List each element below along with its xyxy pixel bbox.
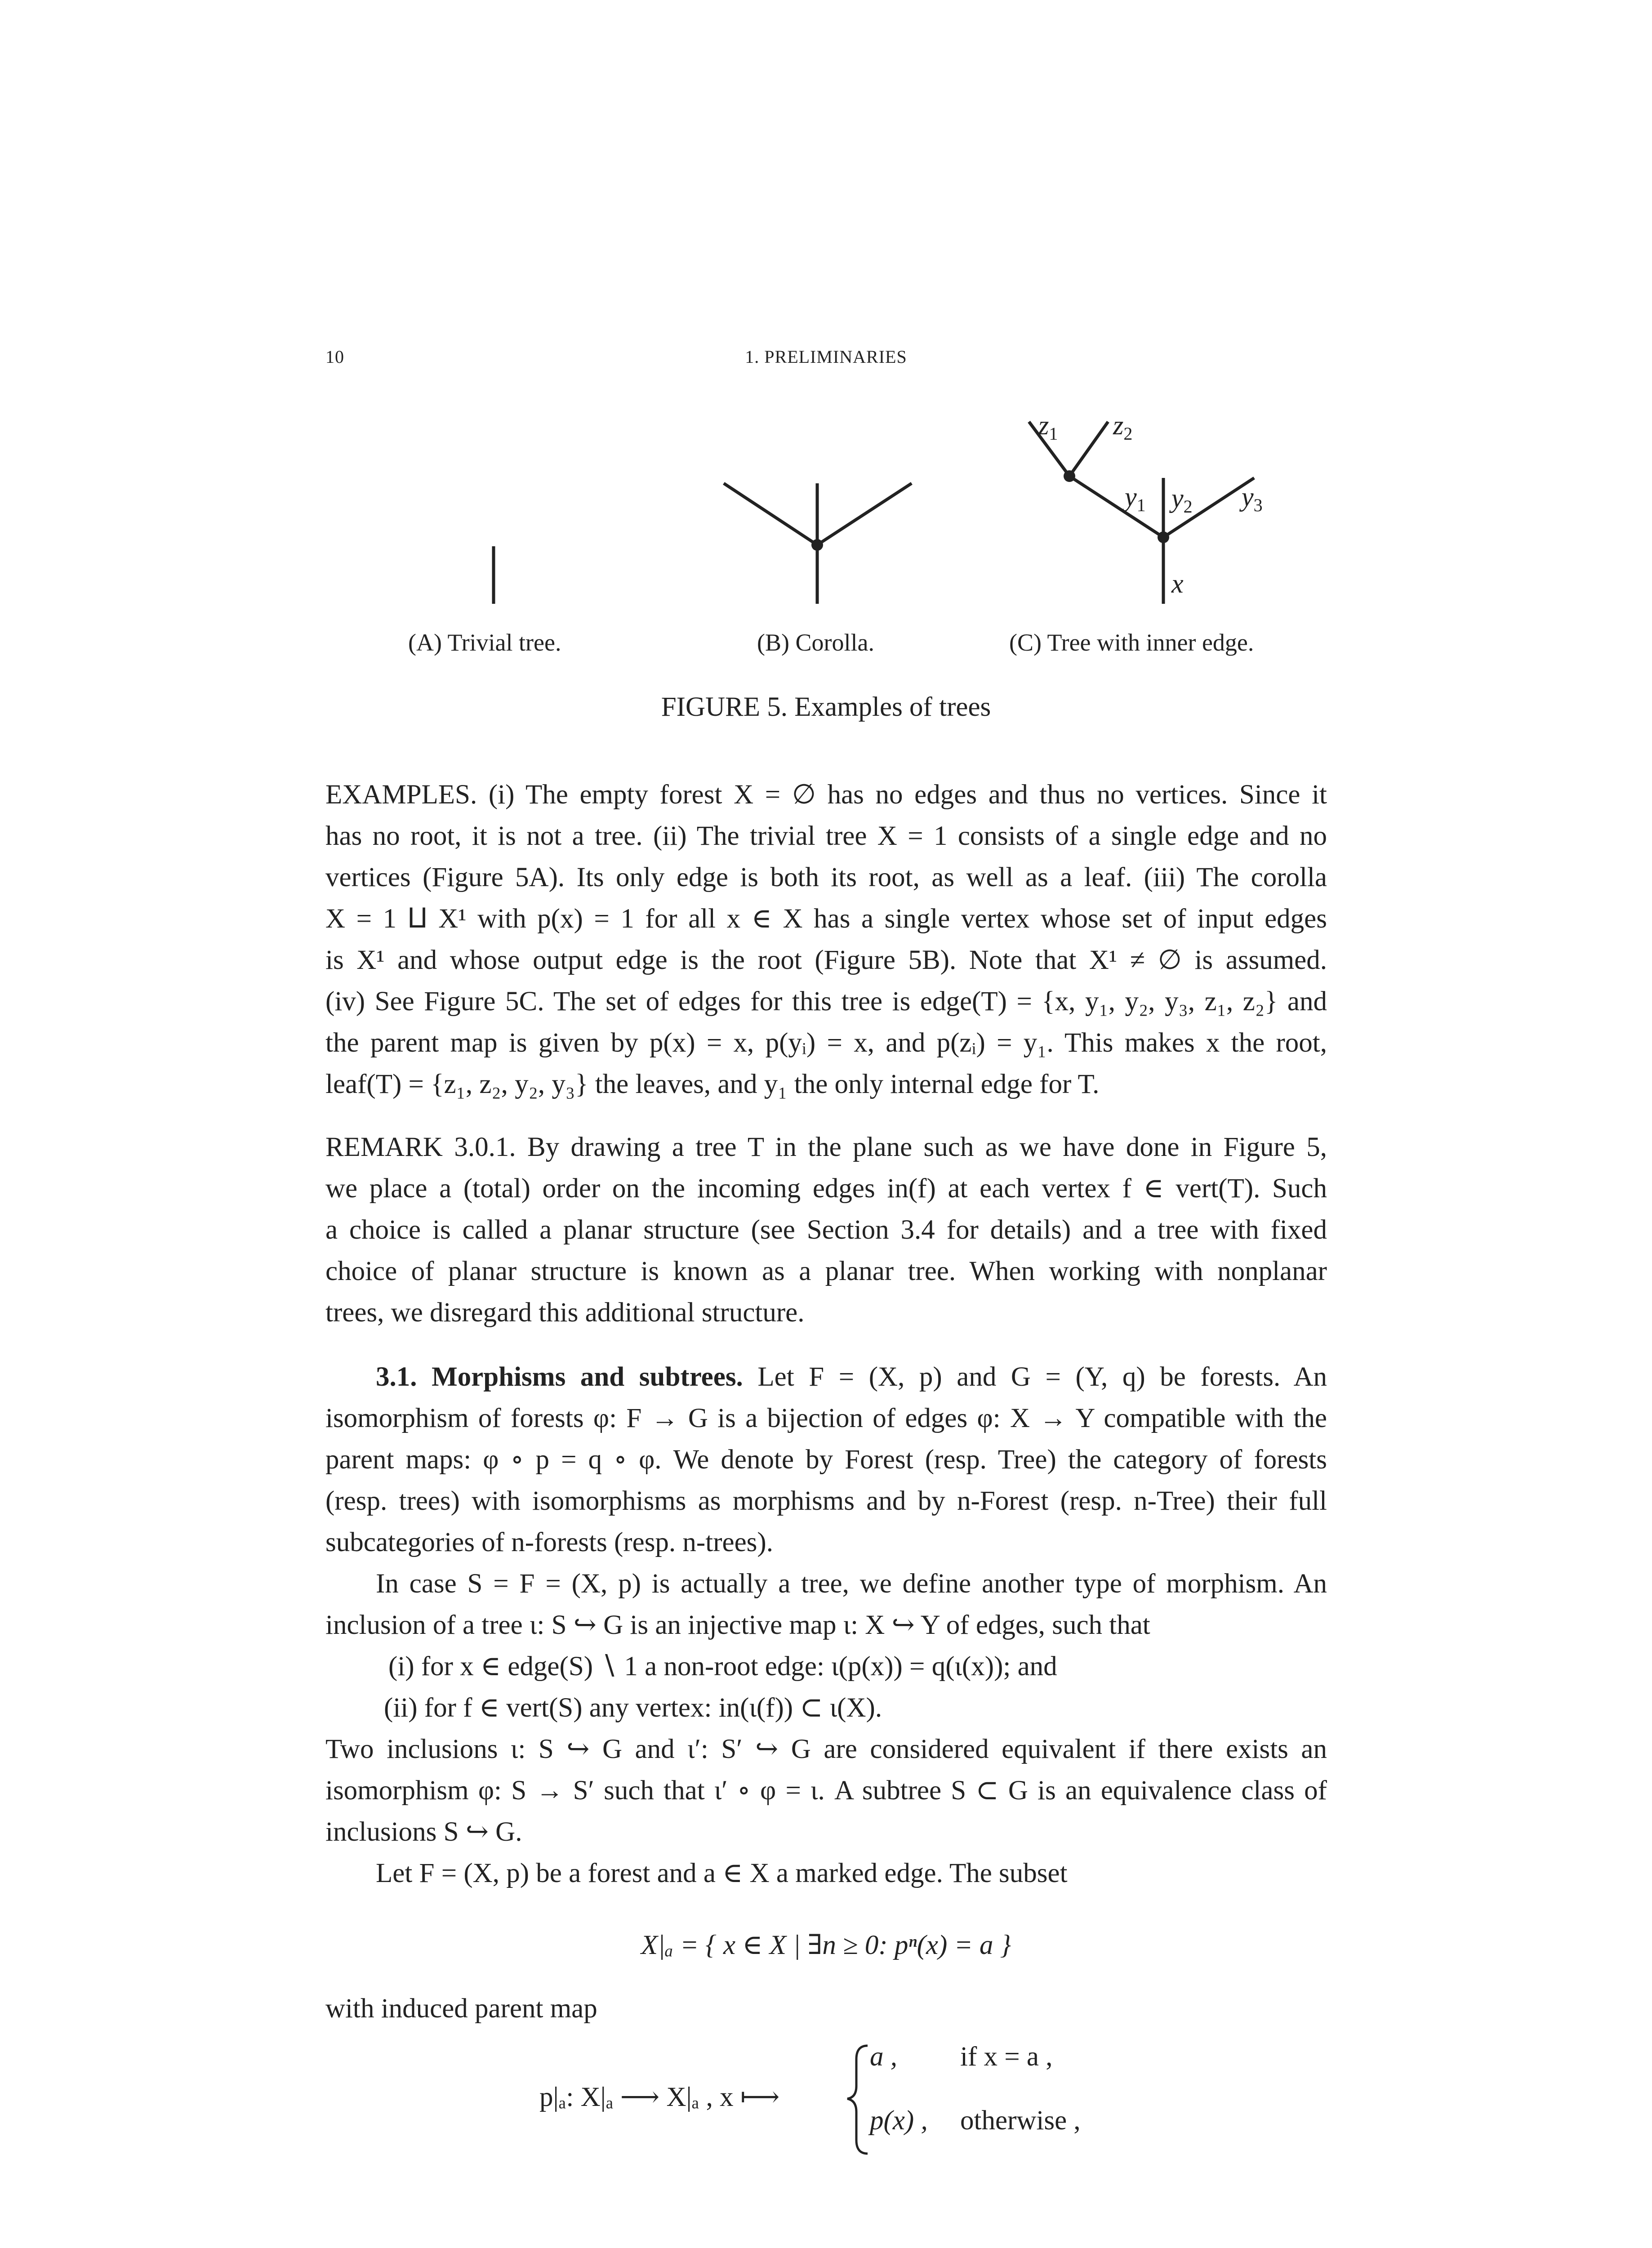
corolla-tree [724, 483, 912, 604]
figure-title: FIGURE 5. Examples of trees [661, 692, 991, 722]
examples-line: leaf(T) = {z₁, z₂, y₂, y₃} the leaves, and y₁ the only internal edge for T. [325, 1069, 1100, 1099]
corolla-leaf-left [724, 483, 817, 545]
caption-inner-edge-tree: (C) Tree with inner edge. [1009, 629, 1254, 656]
vertex-top [1064, 470, 1075, 482]
section-line: inclusion of a tree ι: S ↪ G is an injective map ι: X ↪ Y of edges, such that [325, 1610, 1150, 1640]
examples-line: vertices (Figure 5A). Its only edge is both its root, as well as a leaf. (iii) The corolla [325, 862, 1327, 892]
examples-paragraph [325, 774, 1327, 1105]
section-line: In case S = F = (X, p) is actually a tree, we define another type of morphism. An [376, 1569, 1327, 1599]
display-equation-subset: X|ₐ = { x ∈ X | ∃n ≥ 0: pⁿ(x) = a } [641, 1930, 1011, 1960]
section-line: 3.1. Morphisms and subtrees. Let F = (X, p) and G = (Y, q) be forests. An [376, 1362, 1327, 1392]
list-item: (ii) for f ∈ vert(S) any vertex: in(ι(f)) ⊂ ι(X). [384, 1693, 882, 1723]
section-line: with induced parent map [325, 1994, 597, 2024]
remark-line: we place a (total) order on the incoming edges in(f) at each vertex f ∈ vert(T). Such [325, 1173, 1327, 1204]
section-line: inclusions S ↪ G. [325, 1817, 522, 1847]
section-line: isomorphism φ: S → S′ such that ι′ ∘ φ = ι. A subtree S ⊂ G is an equivalence class of [325, 1775, 1327, 1806]
section-line: Two inclusions ι: S ↪ G and ι′: S′ ↪ G are considered equivalent if there exists an [325, 1734, 1327, 1764]
edge-y1 [1069, 476, 1163, 537]
remark-line: trees, we disregard this additional structure. [325, 1298, 805, 1328]
section-line: isomorphism of forests φ: F → G is a bijection of edges φ: X → Y compatible with the [325, 1403, 1327, 1433]
case-2-value: p(x) , [870, 2105, 928, 2136]
label-z1: $z_1$ [1038, 410, 1058, 444]
examples-line: has no root, it is not a tree. (ii) The trivial tree X = 1 consists of a single edge and no [325, 821, 1327, 851]
remark-line: REMARK 3.0.1. By drawing a tree T in the plane such as we have done in Figure 5, [325, 1132, 1327, 1162]
section-line: Let F = (X, p) be a forest and a ∈ X a marked edge. The subset [376, 1858, 1068, 1888]
caption-trivial-tree: (A) Trivial tree. [408, 629, 561, 656]
remark-line: choice of planar structure is known as a planar tree. When working with nonplanar [325, 1256, 1327, 1286]
edge-z2 [1069, 422, 1108, 476]
label-y2: $y_2$ [1171, 483, 1193, 517]
vertex-bottom [1158, 531, 1169, 543]
caption-corolla: (B) Corolla. [757, 629, 874, 656]
display-equation-parent-map: p|ₐ: X|ₐ ⟶ X|ₐ , x ⟼ [539, 2082, 780, 2112]
examples-line: is X¹ and whose output edge is the root (Figure 5B). Note that X¹ ≠ ∅ is assumed. [325, 945, 1327, 975]
section-heading: 3.1. Morphisms and subtrees. [376, 1362, 743, 1392]
label-y1: $y_1$ [1125, 482, 1146, 515]
list-item: (i) for x ∈ edge(S) ∖ 1 a non-root edge: ι(p(x)) = q(ι(x)); and [388, 1651, 1057, 1682]
section-line: parent maps: φ ∘ p = q ∘ φ. We denote by Forest (resp. Tree) the category of forests [325, 1445, 1327, 1475]
section-3-1 [325, 1356, 1327, 1894]
examples-line: the parent map is given by p(x) = x, p(yᵢ) = x, and p(zᵢ) = y₁. This makes x the root, [325, 1028, 1327, 1058]
examples-line: EXAMPLES. (i) The empty forest X = ∅ has no edges and thus no vertices. Since it [325, 780, 1327, 810]
case-1-condition: if x = a , [960, 2042, 1053, 2072]
corolla-vertex [811, 539, 823, 551]
label-x: x [1171, 569, 1184, 598]
running-head: 1. PRELIMINARIES [745, 347, 907, 367]
corolla-leaf-right [817, 483, 912, 545]
case-2-condition: otherwise , [960, 2105, 1081, 2136]
inner-edge-tree [1029, 410, 1263, 604]
examples-line: (iv) See Figure 5C. The set of edges for this tree is edge(T) = {x, y₁, y₂, y₃, z₁, z₂} and [325, 986, 1327, 1017]
label-y3: $y_3$ [1242, 482, 1263, 515]
remark-paragraph [325, 1127, 1327, 1334]
section-line: (resp. trees) with isomorphisms as morphisms and by n-Forest (resp. n-Tree) their full [325, 1486, 1327, 1516]
case-1-value: a , [870, 2042, 897, 2072]
figure-5-trees [0, 0, 1652, 674]
section-line: subcategories of n-forests (resp. n-trees). [325, 1527, 773, 1557]
examples-line: X = 1 ⨿ X¹ with p(x) = 1 for all x ∈ X has a single vertex whose set of input edges [325, 904, 1327, 934]
page-number: 10 [325, 347, 344, 367]
label-z2: $z_2$ [1113, 410, 1133, 444]
remark-line: a choice is called a planar structure (see Section 3.4 for details) and a tree with fixed [325, 1215, 1327, 1245]
